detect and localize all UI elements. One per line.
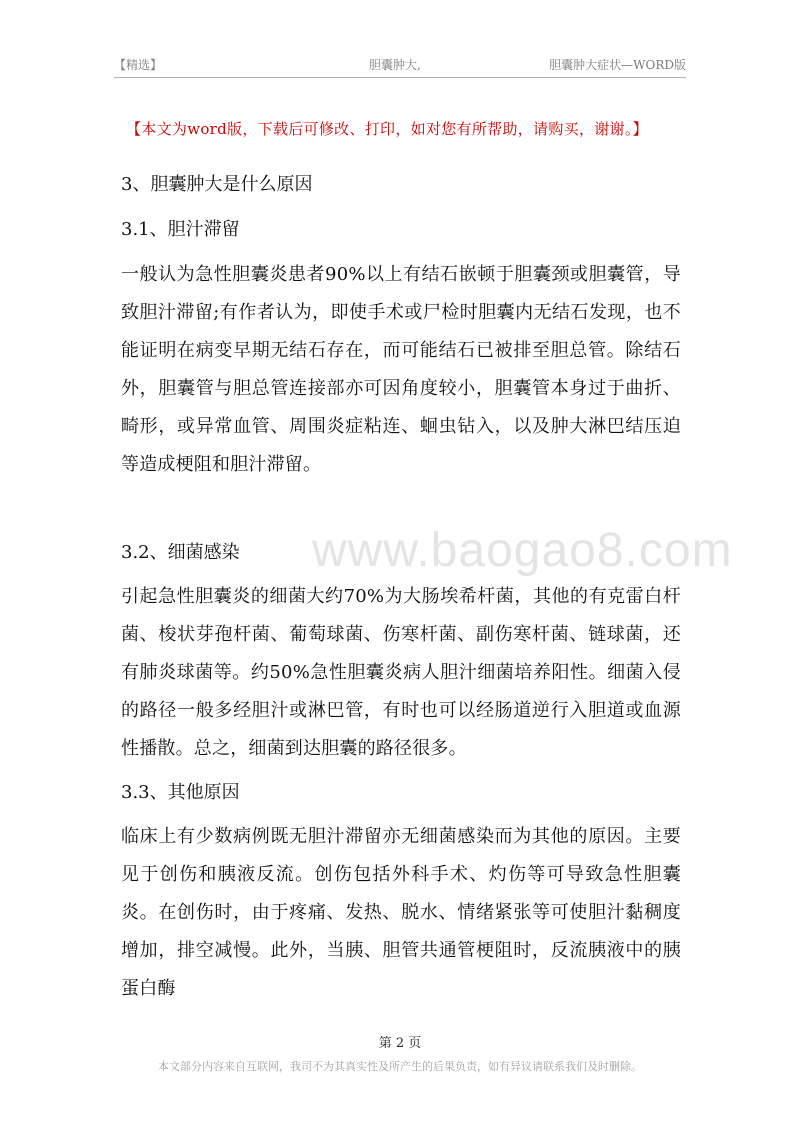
section-heading-bacterial-infection: 3.2、细菌感染 — [121, 542, 240, 563]
section-heading-bile-retention: 3.1、胆汁滞留 — [121, 219, 240, 240]
header-left-label: 【精选】 — [114, 58, 163, 72]
header-center-title: 胆囊肿大, — [369, 58, 421, 72]
paragraph-bacterial-infection: 引起急性胆囊炎的细菌大约70%为大肠埃希杆菌，其他的有克雷白杆菌、梭状芽孢杆菌、葡萄球菌、伤寒杆菌、副伤寒杆菌、链球菌，还有肺炎球菌等。约50%急性胆囊炎病人胆汁细菌培养阳性。细菌入侵的路径一般多经胆汁或淋巴管，有时也可以经肠道逆行入胆道或血源性播散。总之，细菌到达胆囊的路径很多。 — [121, 586, 681, 759]
disclaimer-footer: 本文部分内容来自互联网，我司不为其真实性及所产生的后果负责，如有异议请联系我们及时删除。 — [158, 1060, 642, 1073]
section-heading-main: 3、胆囊肿大是什么原因 — [121, 174, 313, 195]
document-body — [121, 166, 681, 1008]
paragraph-other-causes: 临床上有少数病例既无胆汁滞留亦无细菌感染而为其他的原因。主要见于创伤和胰液反流。创伤包括外科手术、灼伤等可导致急性胆囊炎。在创伤时，由于疼痛、发热、脱水、情绪紧张等可使胆汁黏稠度增加，排空减慢。此外，当胰、胆管共通管梗阻时，反流胰液中的胰蛋白酶 — [121, 826, 681, 999]
watermark: www.baogao8.com — [312, 524, 733, 577]
spacer — [121, 484, 681, 534]
page-header — [114, 56, 686, 76]
page-number: 第 2 页 — [378, 1036, 422, 1051]
word-version-notice: 【本文为word版，下载后可修改、打印，如对您有所帮助，请购买，谢谢。】 — [126, 120, 648, 138]
header-divider — [114, 77, 686, 78]
paragraph-bile-retention: 一般认为急性胆囊炎患者90%以上有结石嵌顿于胆囊颈或胆囊管，导致胆汁滞留;有作者认为，即使手术或尸检时胆囊内无结石发现，也不能证明在病变早期无结石存在，而可能结石已被排至胆总管。除结石外，胆囊管与胆总管连接部亦可因角度较小，胆囊管本身过于曲折、畸形，或异常血管、周围炎症粘连、蛔虫钻入，以及肿大淋巴结压迫等造成梗阻和胆汁滞留。 — [121, 264, 681, 475]
spacer — [121, 204, 681, 211]
section-heading-other-causes: 3.3、其他原因 — [121, 782, 240, 803]
spacer — [121, 249, 681, 256]
header-right-title: 胆囊肿大症状—WORD版 — [549, 58, 686, 72]
